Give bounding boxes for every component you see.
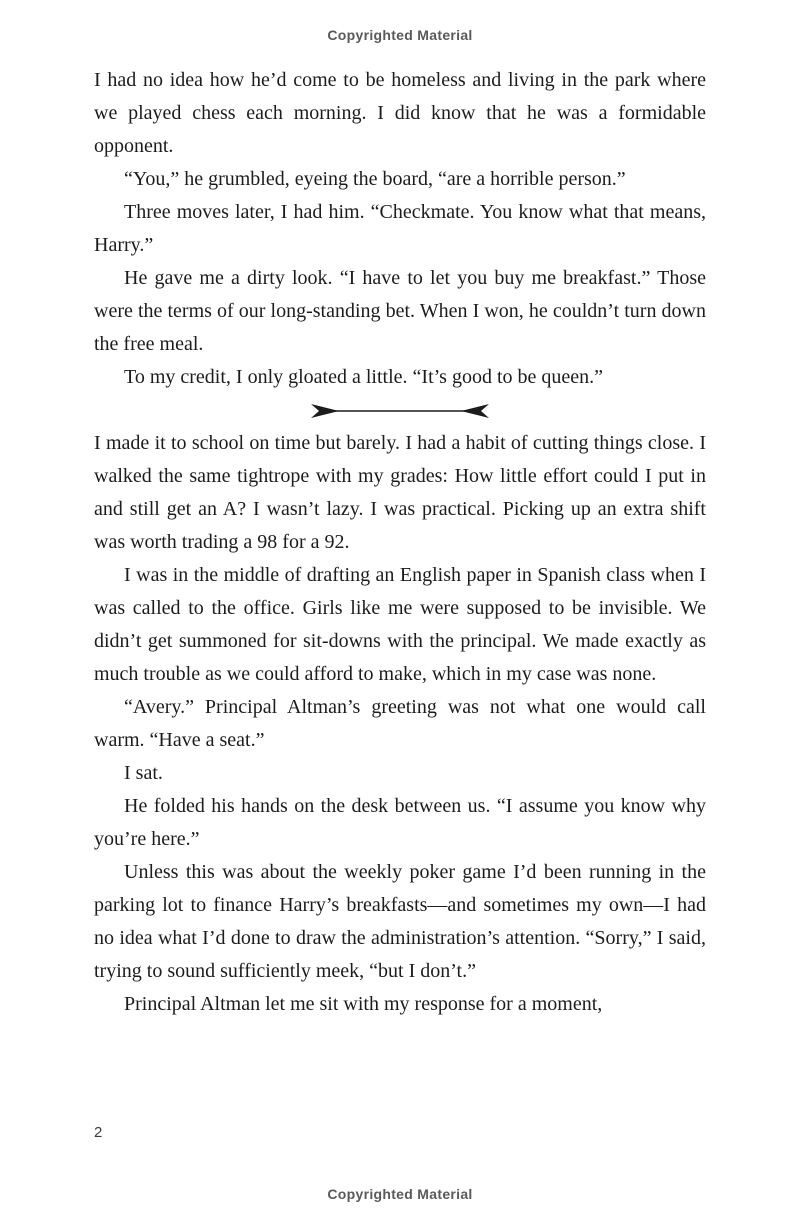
body-text-block — [94, 64, 706, 1021]
paragraph: I sat. — [124, 762, 163, 784]
paragraph: He gave me a dirty look. “I have to let you buy me breakfast.” Those were the terms of our long-standing bet. When I won, he couldn’t turn down the free meal. — [94, 267, 706, 355]
copyright-notice-bottom: Copyrighted Material — [327, 1186, 473, 1202]
paragraph: I was in the middle of drafting an English paper in Spanish class when I was called to the office. Girls like me were supposed to be invisible. We didn’t get summoned for sit-downs with the principal. We made exactly as much trouble as we could afford to make, which in my case was none. — [94, 564, 706, 685]
paragraph: I had no idea how he’d come to be homeless and living in the park where we played chess each morning. I did know that he was a formidable opponent. — [94, 69, 706, 157]
paragraph: He folded his hands on the desk between us. “I assume you know why you’re here.” — [94, 795, 706, 850]
copyright-notice-top: Copyrighted Material — [327, 27, 473, 43]
paragraph: To my credit, I only gloated a little. “It’s good to be queen.” — [124, 366, 604, 388]
section-divider — [94, 394, 706, 427]
paragraph: “Avery.” Principal Altman’s greeting was not what one would call warm. “Have a seat.” — [94, 696, 706, 751]
paragraph: Unless this was about the weekly poker game I’d been running in the parking lot to finance Harry’s breakfasts—and sometimes my own—I had no idea what I’d done to draw the administration’s attention. “Sorry,” I said, trying to sound sufficiently meek, “but I don’t.” — [94, 861, 706, 982]
arrow-divider-icon — [305, 403, 495, 419]
paragraph: Three moves later, I had him. “Checkmate. You know what that means, Harry.” — [94, 201, 706, 256]
page-number: 2 — [94, 1124, 103, 1141]
paragraph: “You,” he grumbled, eyeing the board, “are a horrible person.” — [124, 168, 626, 190]
paragraph: Principal Altman let me sit with my response for a moment, — [124, 993, 603, 1015]
paragraph: I made it to school on time but barely. I had a habit of cutting things close. I walked the same tightrope with my grades: How little effort could I put in and still get an A? I wasn’t lazy. I was practical. Picking up an extra shift was worth trading a 98 for a 92. — [94, 432, 706, 553]
